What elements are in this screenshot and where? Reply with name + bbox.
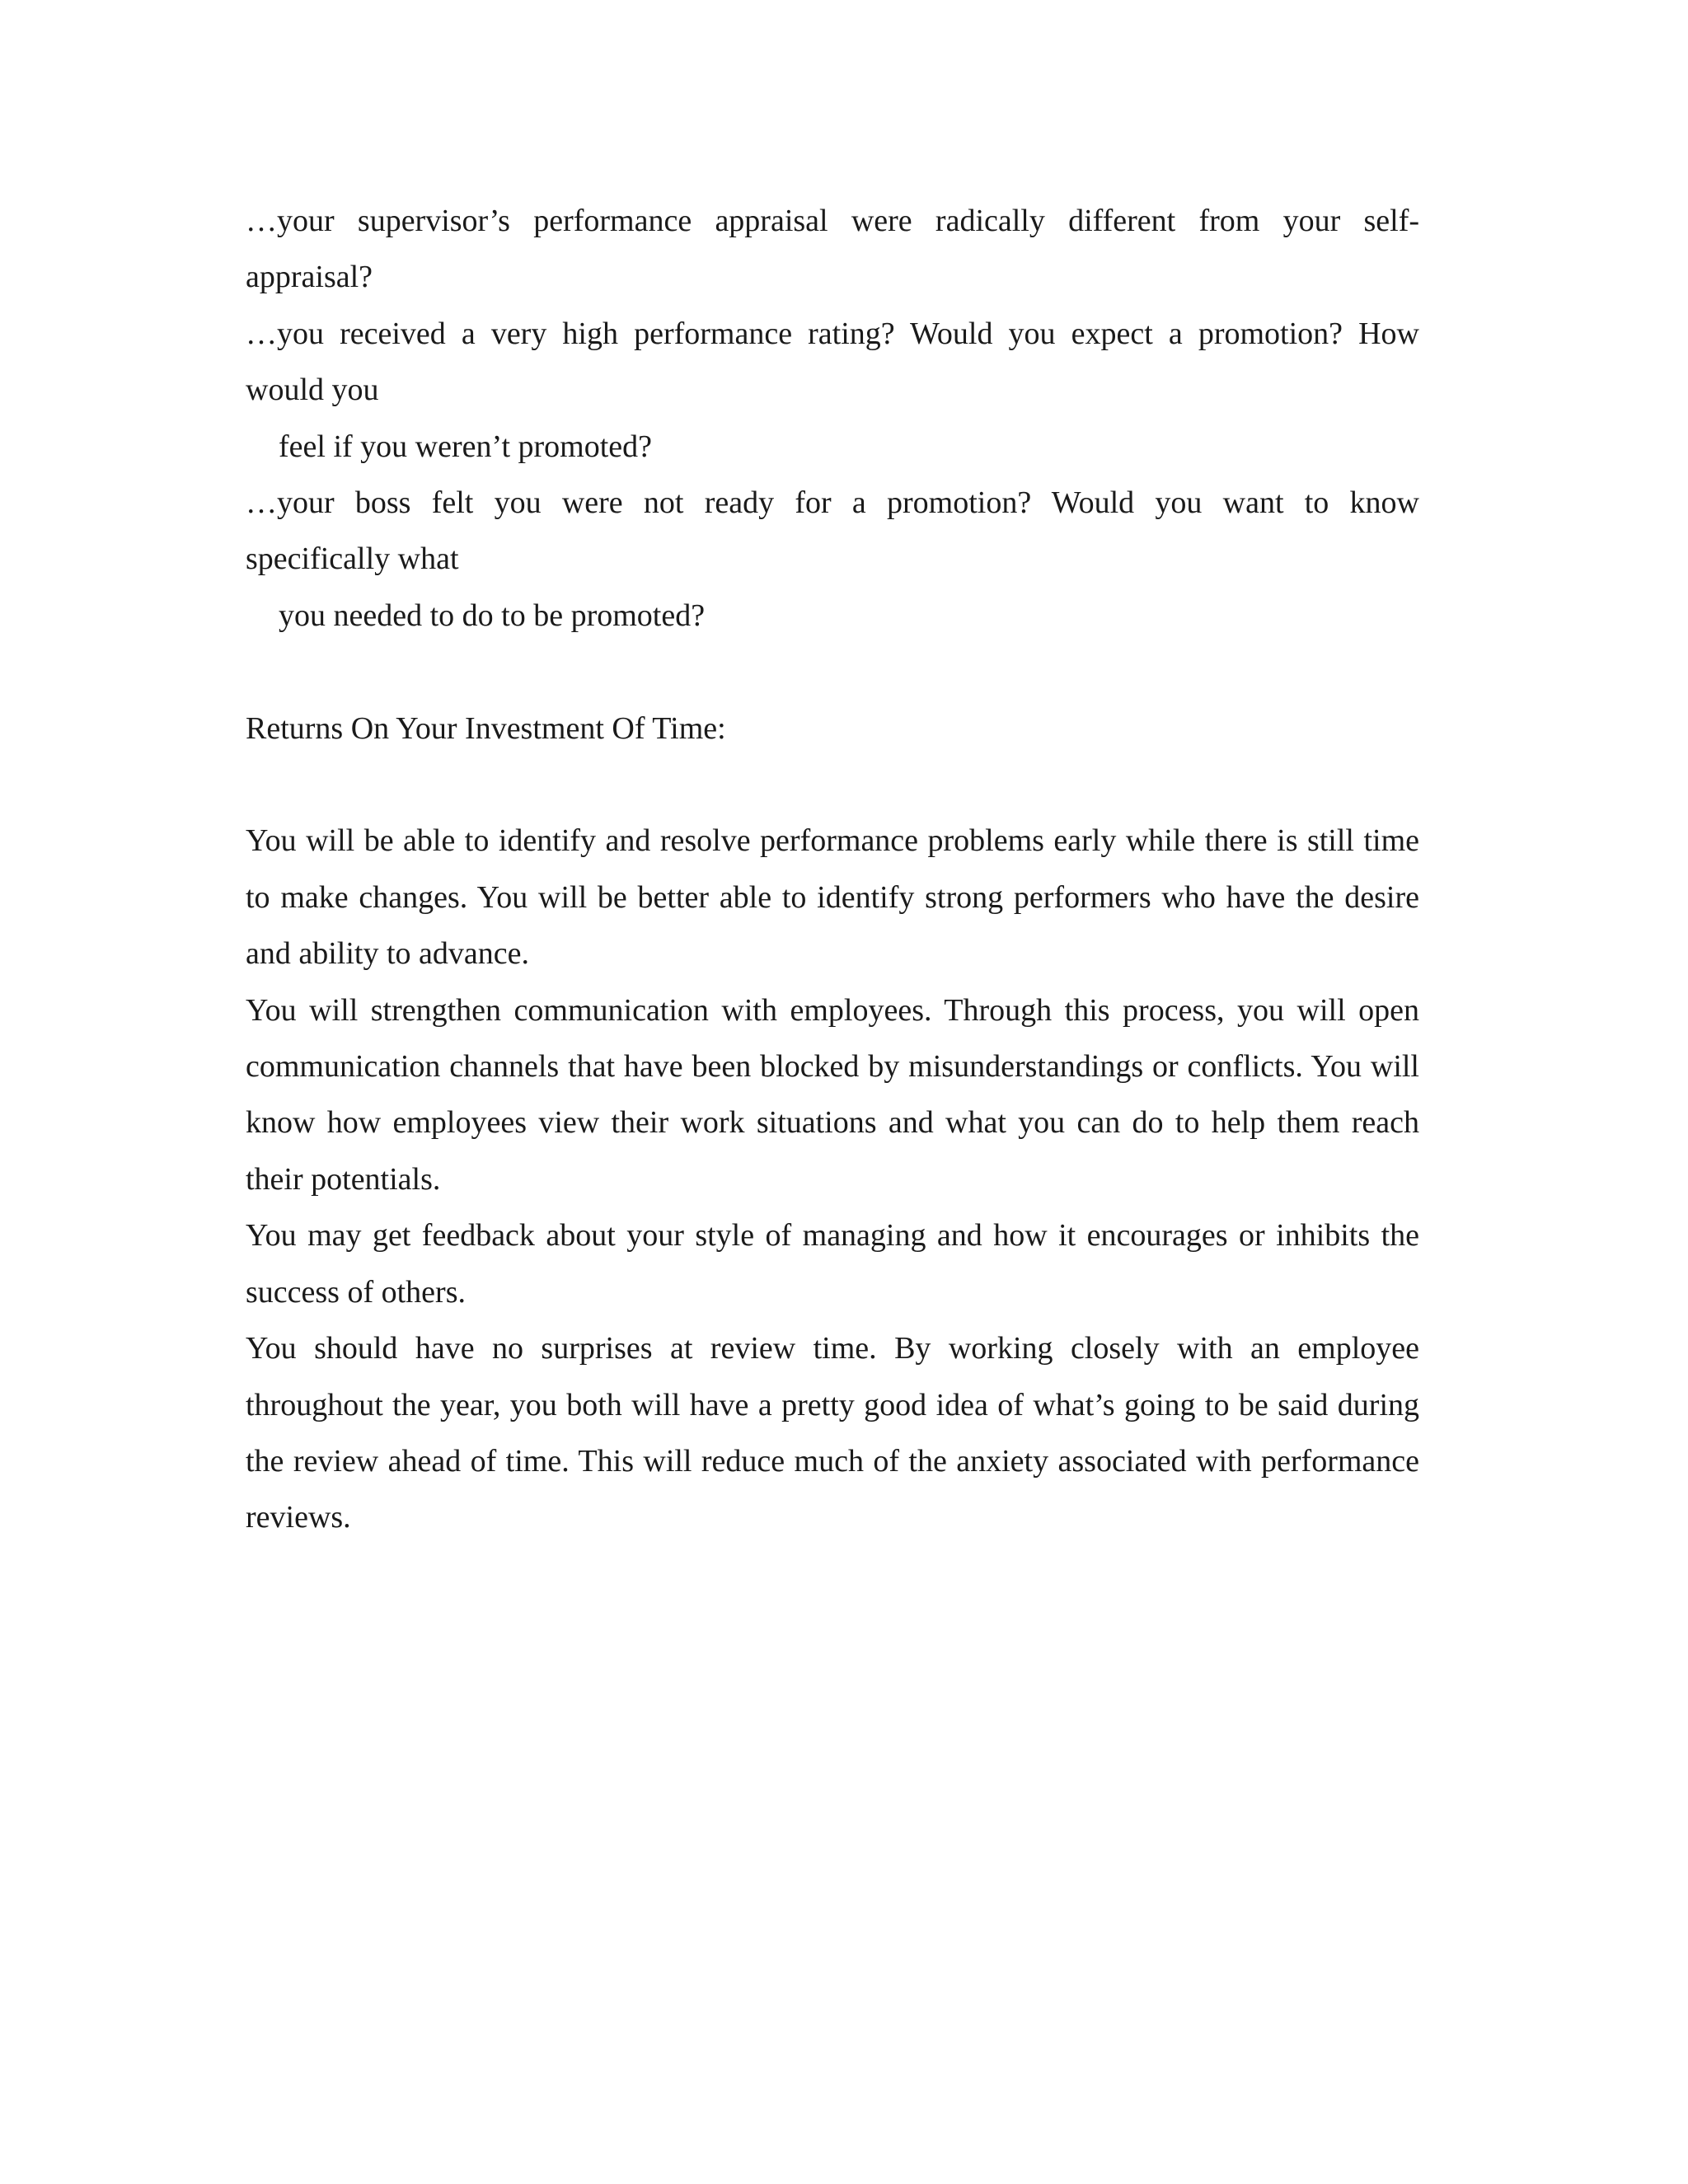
paragraph-early-problems: You will be able to identify and resolve performance problems early while there is still time to make changes. You will be better able to identify strong performers who have the desire and ability to advance. <box>246 823 1419 972</box>
question-2-line-2: would you <box>246 373 379 408</box>
question-1-line-1: …your supervisor’s performance appraisal were radically different from your self- <box>246 204 1419 238</box>
question-block-2 <box>246 306 1419 475</box>
paragraph-feedback: You may get feedback about your style of managing and how it encourages or inhibits the success of others. <box>246 1218 1419 1310</box>
question-3-line-1: …your boss felt you were not ready for a promotion? Would you want to know <box>246 485 1419 521</box>
question-block-1 <box>246 193 1419 306</box>
question-3-line-2: specifically what <box>246 541 459 577</box>
question-2-line-1: …you received a very high performance rating? Would you expect a promotion? How <box>246 316 1419 351</box>
document-page <box>246 193 1419 1546</box>
paragraph-communication: You will strengthen communication with employees. Through this process, you will open communication channels that have been blocked by misunderstandings or conflicts. You will know how employees view their work situations and what you can do to help them reach their potentials. <box>246 992 1419 1197</box>
blank-line <box>246 757 1419 813</box>
question-3-line-3: you needed to do to be promoted? <box>279 598 706 633</box>
blank-line <box>246 644 1419 700</box>
question-1-line-2: appraisal? <box>246 260 373 295</box>
section-heading: Returns On Your Investment Of Time: <box>246 710 726 746</box>
paragraph-no-surprises: You should have no surprises at review time. By working closely with an employee throughout the year, you both will have a pretty good idea of what’s going to be said during the review ahead of time. This will reduce much of the anxiety associated with performance reviews. <box>246 1331 1419 1535</box>
question-2-line-3: feel if you weren’t promoted? <box>279 429 653 464</box>
question-block-3 <box>246 475 1419 644</box>
